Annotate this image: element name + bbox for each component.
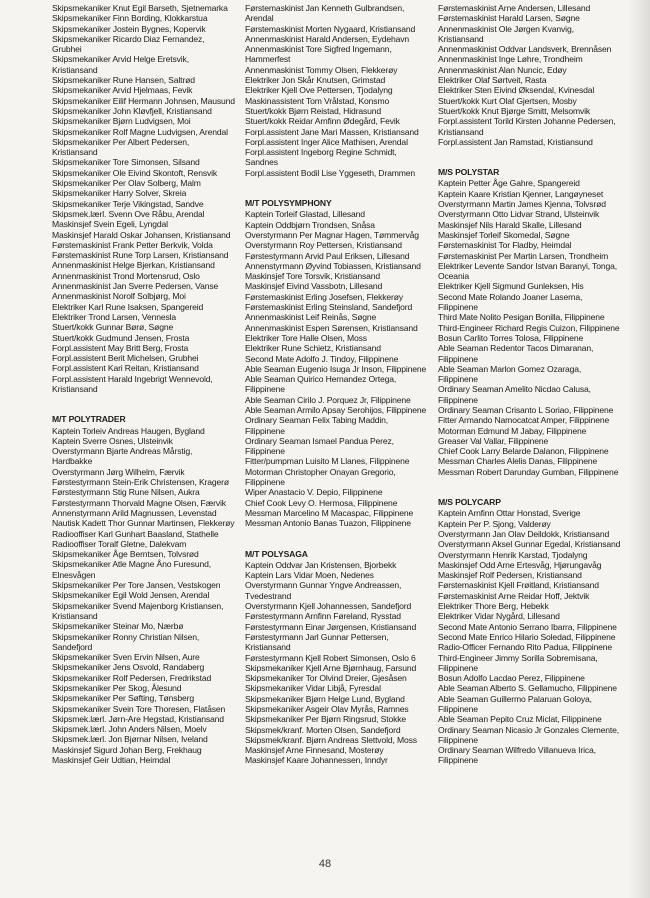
crew-entry-line: Able Seaman Marlon Gomez Ozaraga,: [438, 363, 582, 374]
crew-entry-line: Skipsmekaniker John Kløvfjell, Kristiansand: [52, 105, 212, 116]
crew-entry-line: Filippinene: [438, 394, 478, 405]
crew-entry-line: Førstemaskinist Kjell Frøitland, Kristiansand: [438, 580, 599, 591]
crew-entry-line: Skipsmekaniker Knut Egil Barseth, Sjetnemarka: [52, 3, 228, 13]
crew-entry-line: Skipsmekaniker Åge Berntsen, Tolvsrød: [52, 549, 199, 560]
crew-entry-line: Skipsmekaniker Rolf Magne Ludvigsen, Arendal: [52, 126, 228, 137]
crew-entry-line: Messman Robert Darunday Gumban, Filippinene: [438, 466, 619, 477]
crew-entry-line: Ordinary Seaman Crisanto L Soriao, Filippinene: [438, 404, 614, 415]
crew-entry-line: Third-Engineer Jimmy Sorilla Sobremisana,: [438, 652, 598, 663]
crew-entry-line: Stuert/kokk Kurt Olaf Gjertsen, Mosby: [438, 95, 577, 106]
crew-entry-line: Filippinene: [438, 734, 478, 745]
crew-entry-line: Overstyrmann Bjarte Andreas Mårstig,: [52, 446, 193, 457]
crew-entry-line: Elektriker Jon Skår Knutsen, Grimstad: [245, 75, 386, 86]
crew-entry-line: Skipsmekaniker Arvid Helge Eretsvik,: [52, 54, 189, 65]
crew-entry-line: Kaptein Lars Vidar Moen, Nedenes: [245, 570, 374, 581]
crew-entry-line: Arendal: [245, 13, 274, 24]
crew-entry-line: Skipsmekaniker Eilif Hermann Johnsen, Mausund: [52, 95, 235, 106]
crew-entry-line: Annenmaskinist Jan Sverre Pedersen, Vanse: [52, 281, 219, 292]
crew-entry-line: Nautisk Kadett Thor Gunnar Martinsen, Flekkerøy: [52, 518, 235, 529]
section-gap: [438, 147, 624, 167]
crew-entry-line: Skipsmek.lærl. John Anders Nilsen, Moelv: [52, 724, 207, 735]
crew-entry-line: Motorman Edmund M Jabay, Filippinene: [438, 425, 587, 436]
crew-entry-line: Third Mate Nolito Pesigan Bonilla, Filippinene: [438, 312, 605, 323]
crew-entry-line: Grubhei: [52, 44, 82, 55]
crew-entry-line: Skipsmekaniker Asgeir Olav Myrås, Ramnes: [245, 704, 409, 714]
crew-entry-line: Annenmaskinist Oddvar Landsverk, Brennåsen: [438, 44, 612, 55]
crew-entry-line: Skipsmekaniker Bjørn Helge Lund, Bygland: [245, 693, 405, 704]
crew-entry-line: Able Seaman Eugenio Isuga Jr Inson, Filippinene: [245, 363, 427, 374]
crew-entry-line: Filippinene: [438, 374, 478, 385]
crew-entry-line: Førstestyrmann Thorvald Magne Olsen, Færvik: [52, 497, 226, 508]
crew-entry-line: Fitter/pumpman Luisito M Llanes, Filippinene: [245, 456, 410, 467]
crew-entry-line: Elektriker Thore Berg, Hebekk: [438, 601, 549, 612]
crew-entry-line: Sandnes: [245, 157, 278, 168]
crew-entry-line: Hardbakke: [52, 456, 93, 467]
crew-entry-line: Forpl.assistent May Britt Berg, Frosta: [52, 342, 189, 353]
crew-entry-line: Elektriker Kjell Ove Pettersen, Tjodalyng: [245, 85, 393, 96]
crew-entry-line: Elektriker Sten Eivind Øksendal, Kvinesdal: [438, 85, 595, 96]
crew-entry-line: Filippinene: [438, 353, 478, 364]
crew-entry-line: Skipsmek/kranf. Morten Olsen, Sandefjord: [245, 724, 401, 735]
crew-entry-line: Elektriker Karl Rune Isaksen, Spangereid: [52, 301, 204, 312]
crew-entry-line: Forpl.assistent Inger Alice Mathisen, Arendal: [245, 136, 408, 147]
crew-entry-line: Kaptein Oddvar Jan Kristensen, Bjorbekk: [245, 559, 397, 570]
ship-heading: M/T POLYSAGA: [245, 548, 308, 559]
crew-entry-line: Førstemaskinist Arne Andersen, Lillesand: [438, 3, 591, 13]
crew-entry-line: Filippinene: [245, 425, 285, 436]
page-number: 48: [318, 858, 332, 870]
crew-entry-line: Skipsmekaniker Finn Bording, Klokkarstua: [52, 13, 208, 24]
crew-entry-line: Skipsmek.lærl. Jørn-Are Hegstad, Kristiansand: [52, 713, 224, 724]
crew-entry-line: Annenstyrmann Arild Magnussen, Levenstad: [52, 507, 217, 518]
crew-entry-line: Skipsmekaniker Steinar Mo, Nærbø: [52, 621, 184, 632]
crew-entry-line: Maskinassistent Tom Vrålstad, Konsmo: [245, 95, 390, 106]
crew-entry-line: Annenmaskinist Harald Andersen, Eydehavn: [245, 33, 410, 44]
crew-entry-line: Skipsmekaniker Per Skog, Ålesund: [52, 683, 182, 693]
crew-entry-line: Second Mate Enrico Hilario Soledad, Filippinene: [438, 631, 616, 642]
crew-entry-line: Skipsmekaniker Ronny Christian Nilsen,: [52, 631, 200, 642]
crew-entry-line: Maskinsjef Eivind Vassbotn, Lillesand: [245, 281, 383, 292]
crew-entry-line: Skipsmekaniker Per Olav Solberg, Malm: [52, 178, 201, 189]
crew-entry-line: Skipsmekaniker Kjell Arne Bjørnhaug, Farsund: [245, 662, 417, 673]
crew-entry-line: Skipsmek/kranf. Bjørn Andreas Slettvold, Moss: [245, 734, 417, 745]
crew-entry-line: Forpl.assistent Berit Michelsen, Grubhei: [52, 353, 199, 364]
crew-entry-line: Second Mate Antonio Serrano Ibarra, Filippinene: [438, 621, 617, 632]
crew-entry-line: Kaptein Torleif Glastad, Lillesand: [245, 209, 365, 220]
crew-entry-line: Førstestyrmann Arnfinn Føreland, Rysstad: [245, 611, 401, 622]
crew-entry-line: Overstyrmann Otto Lidvar Strand, Ulsteinvik: [438, 209, 600, 220]
crew-entry-line: Overstyrmann Martin James Kjenna, Tolvsrød: [438, 199, 606, 210]
crew-entry-line: Kaptein Per P. Sjong, Valderøy: [438, 518, 551, 529]
ship-heading: M/T POLYTRADER: [52, 414, 126, 425]
crew-entry-line: Skipsmekaniker Tore Simonsen, Silsand: [52, 157, 200, 168]
crew-entry-line: Skipsmekaniker Per Bjørn Ringsrud, Stokke: [245, 714, 407, 725]
crew-entry-line: Radio-Officer Fernando Rito Padua, Filippinene: [438, 642, 612, 653]
crew-entry-line: Overstyrmann Roy Pettersen, Kristiansand: [245, 240, 402, 251]
crew-entry-line: Skipsmekaniker Ricardo Diaz Fernandez,: [52, 33, 205, 44]
crew-entry-line: Skipsmekaniker Per Albert Pedersen,: [52, 136, 190, 147]
text-column-middle: [245, 3, 425, 766]
crew-entry-line: Skipsmekaniker Arvid Hjelmaas, Fevik: [52, 85, 193, 96]
crew-entry-line: Filippinene: [438, 662, 478, 673]
crew-entry-line: Motorman Christopher Onayan Gregorio,: [245, 466, 396, 477]
crew-entry-line: Able Seaman Cirilo J. Porquez Jr, Filippinene: [245, 394, 411, 405]
crew-entry-line: Maskinsjef Odd Arne Ertesvåg, Hjørungavåg: [438, 559, 602, 570]
crew-entry-line: Førstestyrmann Jarl Gunnar Pettersen,: [245, 631, 389, 642]
text-column-right: [438, 3, 624, 766]
crew-entry-line: Annenmaskinist Leif Reinås, Søgne: [245, 312, 377, 323]
crew-entry-line: Maskinsjef Harald Oskar Johansen, Kristiansand: [52, 229, 231, 240]
crew-entry-line: Maskinsjef Svein Egeli, Lyngdal: [52, 219, 168, 230]
crew-entry-line: Filippinene: [438, 704, 478, 714]
crew-entry-line: Kaptein Kaare Kristian Kjenner, Langøyneset: [438, 188, 604, 199]
crew-entry-line: Ordinary Seaman Nicasio Jr Gonzales Clemente,: [438, 724, 619, 735]
crew-entry-line: Førstestyrmann Stig Rune Nilsen, Aukra: [52, 487, 200, 498]
crew-entry-line: Maskinsjef Torleif Skomedal, Søgne: [438, 229, 570, 240]
crew-entry-line: Kristiansand: [438, 33, 484, 44]
ship-heading: M/T POLYSYMPHONY: [245, 198, 332, 209]
crew-entry-line: Forpl.assistent Harald Ingebrigt Wennevold,: [52, 373, 213, 384]
crew-entry-line: Overstyrmann Kjell Johannessen, Sandefjord: [245, 601, 412, 612]
crew-entry-line: Chief Cook Levy O. Hermosa, Filippinene: [245, 497, 398, 508]
crew-entry-line: Wiper Anastacio V. Depio, Filippinene: [245, 487, 383, 498]
crew-entry-line: Skipsmekaniker Rune Hansen, Saltrød: [52, 75, 195, 86]
crew-entry-line: Overstyrmann Jørg Wilhelm, Færvik: [52, 466, 185, 477]
crew-entry-line: Filippinene: [245, 477, 285, 488]
crew-entry-line: Second Mate Adolfo J. Tindoy, Filippinene: [245, 353, 399, 364]
crew-entry-line: Forpl.assistent Torild Kirsten Johanne Pedersen,: [438, 116, 616, 127]
crew-entry-line: Kristiansand: [52, 147, 98, 158]
crew-entry-line: Skipsmekaniker Rolf Pedersen, Fredrikstad: [52, 672, 212, 683]
crew-entry-line: Kristiansand: [245, 642, 291, 653]
crew-entry-line: Elektriker Rune Schietz, Kristiansand: [245, 343, 381, 354]
crew-entry-line: Annenstyrmann Øyvind Tobiassen, Kristiansand: [245, 260, 421, 271]
crew-entry-line: Kaptein Arnfinn Ottar Honstad, Sverige: [438, 508, 581, 519]
crew-entry-line: Førstestyrmann Stein-Erik Christensen, Kragerø: [52, 477, 229, 488]
crew-entry-line: Maskinsjef Arne Finnesand, Mosterøy: [245, 745, 384, 756]
crew-entry-line: Second Mate Rolando Joaner Laserna,: [438, 291, 583, 302]
crew-entry-line: Førstemaskinist Rune Torp Larsen, Kristiansand: [52, 250, 229, 261]
crew-entry-line: Fitter Armando Namocatcat Amper, Filippinene: [438, 415, 610, 426]
crew-entry-line: Ordinary Seaman Felix Tabing Maddin,: [245, 415, 388, 426]
crew-entry-line: Førstestyrmann Kjell Robert Simonsen, Oslo 6: [245, 652, 416, 663]
crew-entry-line: Overstyrmann Henrik Karstad, Tjodalyng: [438, 549, 588, 560]
crew-entry-line: Able Seaman Alberto S. Gellamucho, Filippinene: [438, 683, 617, 694]
crew-entry-line: Radiooffiser Toralf Gletne, Dalekvam: [52, 538, 187, 549]
crew-entry-line: Bosun Adolfo Lacdao Perez, Filippinene: [438, 673, 585, 684]
crew-entry-line: Stuert/kokk Reidar Arnfinn Ødegård, Fevik: [245, 116, 400, 127]
crew-entry-line: Messman Charles Alelis Danas, Filippinene: [438, 456, 598, 467]
crew-entry-line: Førstemaskinist Arne Reidar Hoff, Jektvik: [438, 590, 590, 601]
crew-entry-line: Tvedestrand: [245, 590, 292, 601]
crew-entry-line: Kaptein Sverre Osnes, Ulsteinvik: [52, 435, 173, 446]
crew-entry-line: Skipsmek.lærl. Jon Bjørnar Nilsen, Iveland: [52, 734, 208, 745]
crew-entry-line: Førstemaskinist Morten Nygaard, Kristiansand: [245, 23, 416, 34]
crew-entry-line: Ordinary Seaman Wilfredo Villanueva Irica,: [438, 745, 596, 756]
crew-entry-line: Third-Engineer Richard Regis Cuizon, Filippinene: [438, 322, 620, 333]
crew-entry-line: Kristiansand: [438, 126, 484, 137]
section-gap: [245, 529, 425, 549]
section-gap: [245, 178, 425, 198]
crew-entry-line: Stuert/kokk Gudmund Jensen, Frosta: [52, 332, 190, 343]
crew-entry-line: Førstestyrmann Einar Jørgensen, Kristiansand: [245, 621, 417, 632]
crew-entry-line: Radiooffiser Karl Gunhart Baasland, Stathelle: [52, 528, 219, 539]
crew-entry-line: Kaptein Petter Åge Gahre, Spangereid: [438, 178, 580, 189]
crew-entry-line: Skipsmekaniker Harry Solver, Skreia: [52, 188, 187, 199]
crew-entry-line: Annenmaskinist Ole Jørgen Kvanvig,: [438, 23, 574, 34]
crew-entry-line: Skipsmekaniker Ole Eivind Skontoft, Rensvik: [52, 167, 218, 178]
crew-entry-line: Førstemaskinist Erling Steinsland, Sandefjord: [245, 302, 413, 313]
crew-entry-line: Filippinene: [438, 755, 478, 766]
crew-entry-line: Skipsmekaniker Sven Ervin Nilsen, Aure: [52, 652, 200, 663]
crew-entry-line: Skipsmekaniker Jens Osvold, Randaberg: [52, 662, 205, 673]
crew-entry-line: Skipsmekaniker Tor Olvind Dreier, Gjesåsen: [245, 673, 407, 684]
crew-entry-line: Hammerfest: [245, 54, 291, 65]
crew-entry-line: Overstyrmann Aksel Gunnar Egedal, Kristiansand: [438, 539, 621, 550]
crew-entry-line: Filippinene: [245, 384, 285, 395]
crew-entry-line: Forpl.assistent Kari Reitan, Kristiansand: [52, 363, 199, 374]
page-edge-shadow: [628, 0, 650, 898]
crew-entry-line: Oceania: [438, 271, 469, 282]
crew-entry-line: Maskinsjef Tore Torsvik, Kristiansand: [245, 271, 381, 282]
section-gap: [52, 394, 232, 414]
crew-entry-line: Elektriker Tore Halle Olsen, Moss: [245, 332, 367, 343]
crew-entry-line: Førstemaskinist Jan Kenneth Gulbrandsen,: [245, 3, 405, 13]
crew-entry-line: Stuert/kokk Gunnar Børø, Søgne: [52, 322, 174, 333]
crew-entry-line: Annenmaskinist Trond Mortensrud, Oslo: [52, 270, 200, 281]
crew-entry-line: Kristiansand: [52, 383, 98, 394]
crew-entry-line: Elektriker Vidar Nygård, Lillesand: [438, 611, 560, 622]
section-gap: [438, 477, 624, 497]
crew-entry-line: Messman Antonio Banas Tuazon, Filippinene: [245, 518, 411, 529]
crew-entry-line: Skipsmekaniker Terje Vikingstad, Sandve: [52, 198, 204, 209]
crew-entry-line: Filippinene: [438, 302, 478, 313]
crew-entry-line: Elektriker Olaf Sørtveit, Rasta: [438, 75, 547, 86]
crew-entry-line: Kristiansand: [52, 64, 98, 75]
crew-entry-line: Skipsmek.lærl. Svenn Ove Råbu, Arendal: [52, 208, 205, 219]
crew-entry-line: Kaptein Torleiv Andreas Haugen, Bygland: [52, 425, 205, 436]
crew-entry-line: Overstyrmann Jan Olav Deildokk, Kristiansand: [438, 528, 610, 539]
crew-entry-line: Able Seaman Armilo Apsay Serohijos, Filippinene: [245, 404, 427, 415]
crew-entry-line: Skipsmekaniker Svein Tore Thoresen, Flatåsen: [52, 703, 226, 714]
crew-entry-line: Able Seaman Pepito Cruz Miclat, Filippinene: [438, 714, 602, 725]
crew-entry-line: Skipsmekaniker Vidar Libjå, Fyresdal: [245, 683, 381, 694]
crew-entry-line: Annenmaskinist Espen Sørensen, Kristiansand: [245, 322, 418, 333]
crew-entry-line: Annenmaskinist Tommy Olsen, Flekkerøy: [245, 64, 398, 75]
crew-entry-line: Elektriker Kjell Sigmund Gunleksen, His: [438, 281, 584, 292]
crew-entry-line: Forpl.assistent Ingeborg Regine Schmidt,: [245, 147, 397, 158]
crew-entry-line: Filippinene: [245, 446, 285, 457]
crew-entry-line: Able Seaman Redentor Tacos Dimaranan,: [438, 343, 594, 354]
crew-entry-line: Annenmaskinist Helge Bjerkan, Kristiansand: [52, 260, 215, 271]
crew-entry-line: Kristiansand: [52, 610, 98, 621]
crew-entry-line: Elektriker Levente Sandor Istvan Baranyi, Tonga,: [438, 260, 617, 271]
crew-entry-line: Kaptein Oddbjørn Trondsen, Snåsa: [245, 219, 375, 230]
crew-entry-line: Førstestyrmann Arvid Paul Eriksen, Lillesand: [245, 250, 410, 261]
crew-entry-line: Sandefjord: [52, 641, 93, 652]
crew-entry-line: Skipsmekaniker Per Tore Jansen, Vestskogen: [52, 580, 221, 591]
crew-entry-line: Able Seaman Quirico Hernandez Ortega,: [245, 374, 397, 385]
crew-entry-line: Stuert/kokk Knut Bjørge Smitt, Melsomvik: [438, 105, 591, 116]
crew-entry-line: Ordinary Seaman Ismael Pandua Perez,: [245, 435, 394, 446]
crew-entry-line: Bosun Carlito Torres Tolosa, Filippinene: [438, 332, 584, 343]
crew-entry-line: Forpl.assistent Jan Ramstad, Kristiansund: [438, 136, 593, 147]
crew-entry-line: Førstemaskinist Frank Petter Berkvik, Volda: [52, 239, 213, 250]
crew-entry-line: Skipsmekaniker Bjørn Ludvigsen, Moi: [52, 116, 191, 127]
crew-entry-line: Ordinary Seaman Amelito Nicdao Calusa,: [438, 384, 591, 395]
ship-heading: M/S POLYSTAR: [438, 167, 500, 178]
crew-entry-line: Skipsmekaniker Jostein Bygnes, Kopervik: [52, 23, 206, 34]
crew-entry-line: Førstemaskinist Harald Larsen, Søgne: [438, 13, 580, 24]
crew-entry-line: Annenmaskinist Norolf Solbjørg, Moi: [52, 291, 186, 302]
crew-entry-line: Overstyrmann Per Magnar Hagen, Tømmervåg: [245, 229, 419, 240]
crew-entry-line: Skipsmekaniker Atle Magne Åno Furesund,: [52, 559, 211, 570]
crew-entry-line: Skipsmekaniker Egil Wold Jensen, Arendal: [52, 590, 210, 601]
crew-entry-line: Maskinsjef Rolf Pedersen, Kristiansand: [438, 570, 582, 581]
crew-entry-line: Maskinsjef Geir Udtian, Heimdal: [52, 755, 171, 766]
crew-entry-line: Overstyrmann Gunnar Yngve Andreassen,: [245, 580, 402, 591]
crew-entry-line: Forpl.assistent Jane Mari Massen, Kristiansand: [245, 126, 419, 137]
crew-entry-line: Skipsmekaniker Svend Majenborg Kristiansen,: [52, 600, 224, 611]
crew-entry-line: Able Seaman Guillermo Palaruan Goloya,: [438, 693, 592, 704]
crew-entry-line: Forpl.assistent Bodil Lise Yggeseth, Drammen: [245, 167, 415, 178]
crew-entry-line: Messman Marcelino M Macaspac, Filippinene: [245, 507, 414, 518]
crew-entry-line: Førstemaskinist Per Martin Larsen, Trondheim: [438, 250, 609, 261]
text-column-left: [52, 3, 235, 766]
crew-entry-line: Greaser Val Vallar, Filippinene: [438, 435, 549, 446]
ship-heading: M/S POLYCARP: [438, 497, 501, 508]
crew-entry-line: Skipsmekaniker Per Søfting, Tønsberg: [52, 693, 195, 704]
crew-entry-line: Maskinsjef Sigurd Johan Berg, Frekhaug: [52, 744, 202, 755]
crew-entry-line: Annenmaskinist Tore Sigfred Ingemann,: [245, 44, 392, 55]
crew-entry-line: Stuert/kokk Bjørn Reistad, Hidrasund: [245, 105, 381, 116]
crew-entry-line: Førstemaskinist Tor Fladby, Heimdal: [438, 240, 572, 251]
crew-entry-line: Elnesvågen: [52, 569, 96, 580]
crew-entry-line: Chief Cook Larry Belarde Dalanon, Filippinene: [438, 446, 609, 457]
crew-entry-line: Maskinsjef Kaare Johannessen, Inndyr: [245, 755, 388, 766]
crew-entry-line: Annenmaskinist Alan Nuncic, Edøy: [438, 64, 567, 75]
crew-entry-line: Annenmaskinist Inge Løhre, Trondheim: [438, 54, 583, 65]
crew-entry-line: Førstemaskinist Erling Josefsen, Flekkerøy: [245, 291, 403, 302]
crew-entry-line: Elektriker Trond Larsen, Vennesla: [52, 311, 177, 322]
crew-entry-line: Maskinsjef Nils Harald Skalle, Lillesand: [438, 219, 582, 230]
